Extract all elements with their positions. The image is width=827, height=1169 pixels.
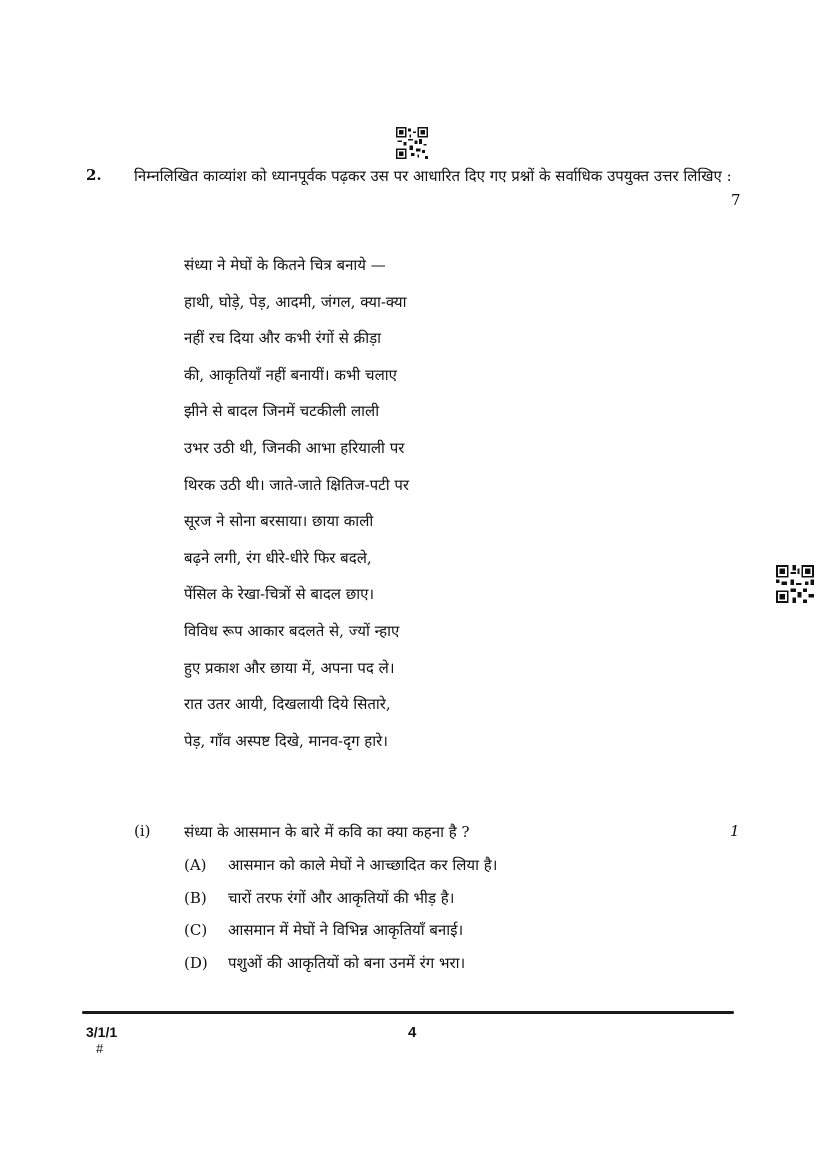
- sub-question-marks: 1: [730, 822, 740, 840]
- poem-line: की, आकृतियाँ नहीं बनायीं। कभी चलाए: [184, 365, 397, 384]
- poem-line: हाथी, घोड़े, पेड़, आदमी, जंगल, क्या-क्या: [184, 292, 407, 311]
- question-instruction: निम्नलिखित काव्यांश को ध्यानपूर्वक पढ़कर उस पर आधारित दिए गए प्रश्नों के सर्वाधिक उपयुक्त उत्तर लिखिए :: [134, 167, 732, 185]
- hash-mark: #: [96, 1041, 104, 1056]
- option-label: (A): [184, 856, 207, 874]
- poem-line: रात उतर आयी, दिखलायी दिये सितारे,: [184, 695, 391, 714]
- option-text: चारों तरफ रंगों और आकृतियों की भीड़ है।: [228, 888, 455, 907]
- qr-code-side: [776, 565, 814, 603]
- option-label: (C): [184, 921, 208, 940]
- poem-line: बढ़ने लगी, रंग धीरे-धीरे फिर बदले,: [184, 548, 372, 567]
- poem-line: झीने से बादल जिनमें चटकीली लाली: [184, 402, 380, 421]
- question-number: 2.: [86, 166, 102, 184]
- poem-line: पेड़, गाँव अस्पष्ट दिखे, मानव-दृग हारे।: [184, 731, 388, 750]
- poem-line: नहीं रच दिया और कभी रंगों से क्रीड़ा: [184, 329, 381, 348]
- page-number: 4: [408, 1024, 417, 1041]
- option-d: [184, 953, 497, 986]
- paper-code: 3/1/1: [86, 1024, 118, 1040]
- option-label: (B): [184, 888, 207, 907]
- footer-divider: [82, 1011, 734, 1014]
- poem-line: विविध रूप आकार बदलते से, ज्यों न्हाए: [184, 621, 400, 640]
- qr-code-top: [396, 127, 428, 159]
- poem-line: उभर उठी थी, जिनकी आभा हरियाली पर: [184, 438, 405, 457]
- question-marks: 7: [731, 191, 741, 209]
- sub-question-number: (i): [134, 822, 151, 840]
- poem-line: पेंसिल के रेखा-चित्रों से बादल छाए।: [184, 585, 375, 604]
- option-a: [184, 855, 497, 888]
- option-text: आसमान में मेघों ने विभिन्न आकृतियाँ बनाई।: [228, 921, 464, 940]
- sub-question-text: संध्या के आसमान के बारे में कवि का क्या कहना है ?: [184, 823, 470, 841]
- answer-options: [184, 855, 497, 986]
- option-b: [184, 888, 497, 921]
- poem-line: सूरज ने सोना बरसाया। छाया काली: [184, 512, 374, 531]
- option-label: (D): [184, 954, 208, 973]
- poem-line: संध्या ने मेघों के कितने चित्र बनाये —: [184, 256, 386, 274]
- option-c: [184, 920, 497, 953]
- option-text: पशुओं की आकृतियों को बना उनमें रंग भरा।: [228, 954, 466, 973]
- poem: [184, 254, 409, 766]
- option-text: आसमान को काले मेघों ने आच्छादित कर लिया है।: [228, 856, 498, 874]
- poem-line: थिरक उठी थी। जाते-जाते क्षितिज-पटी पर: [184, 475, 410, 494]
- poem-line: हुए प्रकाश और छाया में, अपना पद ले।: [184, 658, 395, 677]
